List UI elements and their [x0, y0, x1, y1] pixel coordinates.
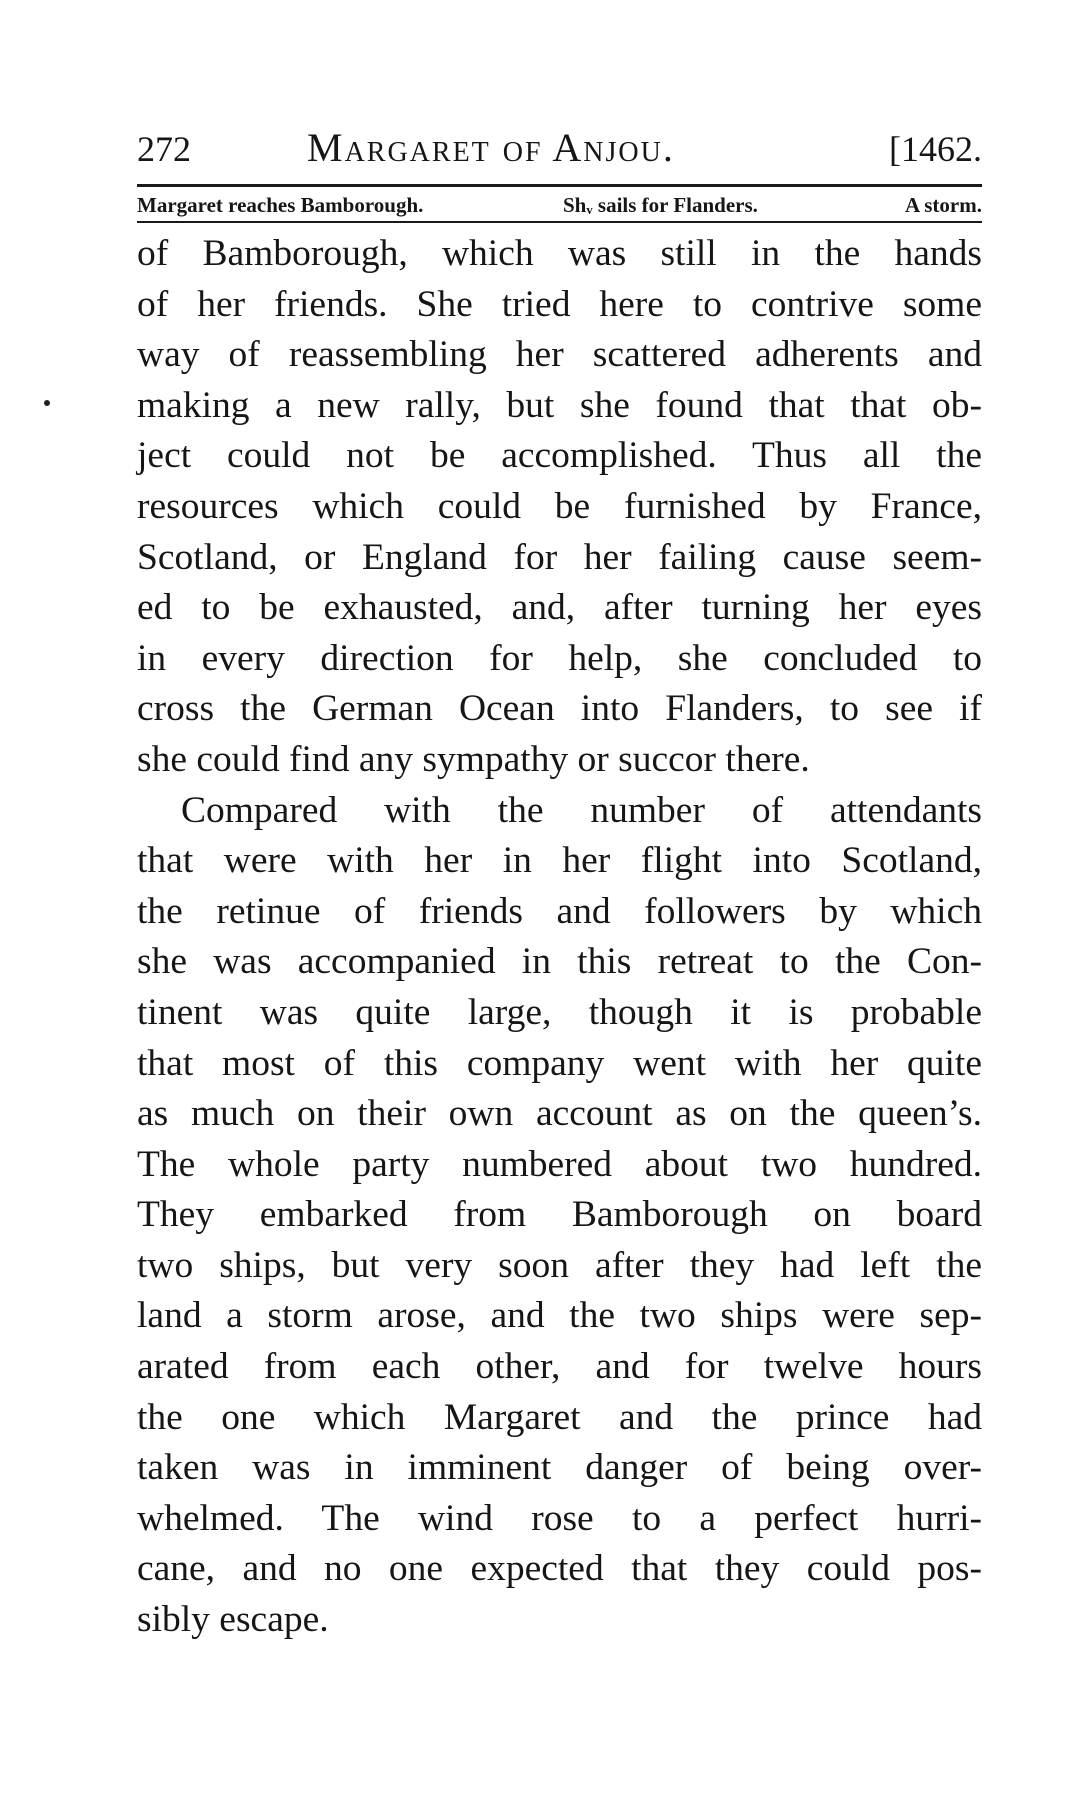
side-note: A storm.	[905, 193, 982, 217]
text-line: as much on their own account as on the queen’s.	[137, 1093, 982, 1135]
text-line: land a storm arose, and the two ships were sep-	[137, 1295, 982, 1337]
text-line: she was accompanied in this retreat to the Con-	[137, 941, 982, 983]
text-line: the retinue of friends and followers by which	[137, 890, 982, 932]
side-note: Shᵥ sails for Flanders.	[563, 193, 758, 217]
text-line: They embarked from Bamborough on board	[137, 1194, 982, 1236]
text-line: tinent was quite large, though it is probable	[137, 991, 982, 1033]
text-line: in every direction for help, she concluded to	[137, 637, 982, 679]
text-line: way of reassembling her scattered adherents and	[137, 334, 982, 376]
text-line: that were with her in her flight into Scotland,	[137, 840, 982, 882]
text-line: arated from each other, and for twelve hours	[137, 1346, 982, 1388]
page-number: 272	[137, 129, 191, 169]
text-line: resources which could be furnished by France,	[137, 485, 982, 527]
text-line: cross the German Ocean into Flanders, to see if	[137, 688, 982, 730]
running-year: [1462.	[889, 129, 982, 169]
text-line: ed to be exhausted, and, after turning her eyes	[137, 587, 982, 629]
text-line: whelmed. The wind rose to a perfect hurri-	[137, 1497, 982, 1539]
text-line: the one which Margaret and the prince had	[137, 1396, 982, 1438]
side-notes-rule	[137, 221, 982, 223]
stray-ink-mark	[44, 400, 50, 406]
text-line: taken was in imminent danger of being over-	[137, 1447, 982, 1489]
side-note: Margaret reaches Bamborough.	[137, 193, 424, 217]
text-line: sibly escape.	[137, 1599, 329, 1641]
text-line: ject could not be accomplished. Thus all the	[137, 435, 982, 477]
running-title: Margaret of Anjou.	[307, 125, 675, 170]
text-line: Compared with the number of attendants	[181, 789, 982, 831]
text-line: The whole party numbered about two hundred.	[137, 1143, 982, 1185]
text-line: of Bamborough, which was still in the hands	[137, 233, 982, 274]
book-page	[137, 118, 982, 1646]
text-line: she could find any sympathy or succor there.	[137, 738, 810, 780]
text-line: that most of this company went with her quite	[137, 1042, 982, 1084]
text-line: of her friends. She tried here to contrive some	[137, 283, 982, 325]
text-line: cane, and no one expected that they could pos-	[137, 1548, 982, 1590]
text-line: Scotland, or England for her failing cause seem-	[137, 536, 982, 578]
text-line: two ships, but very soon after they had left the	[137, 1244, 982, 1286]
paragraph	[137, 786, 982, 1646]
body-text	[137, 229, 982, 1646]
running-head	[137, 118, 982, 180]
paragraph	[137, 229, 982, 786]
text-line: making a new rally, but she found that that ob-	[137, 384, 982, 426]
side-notes	[137, 187, 982, 221]
